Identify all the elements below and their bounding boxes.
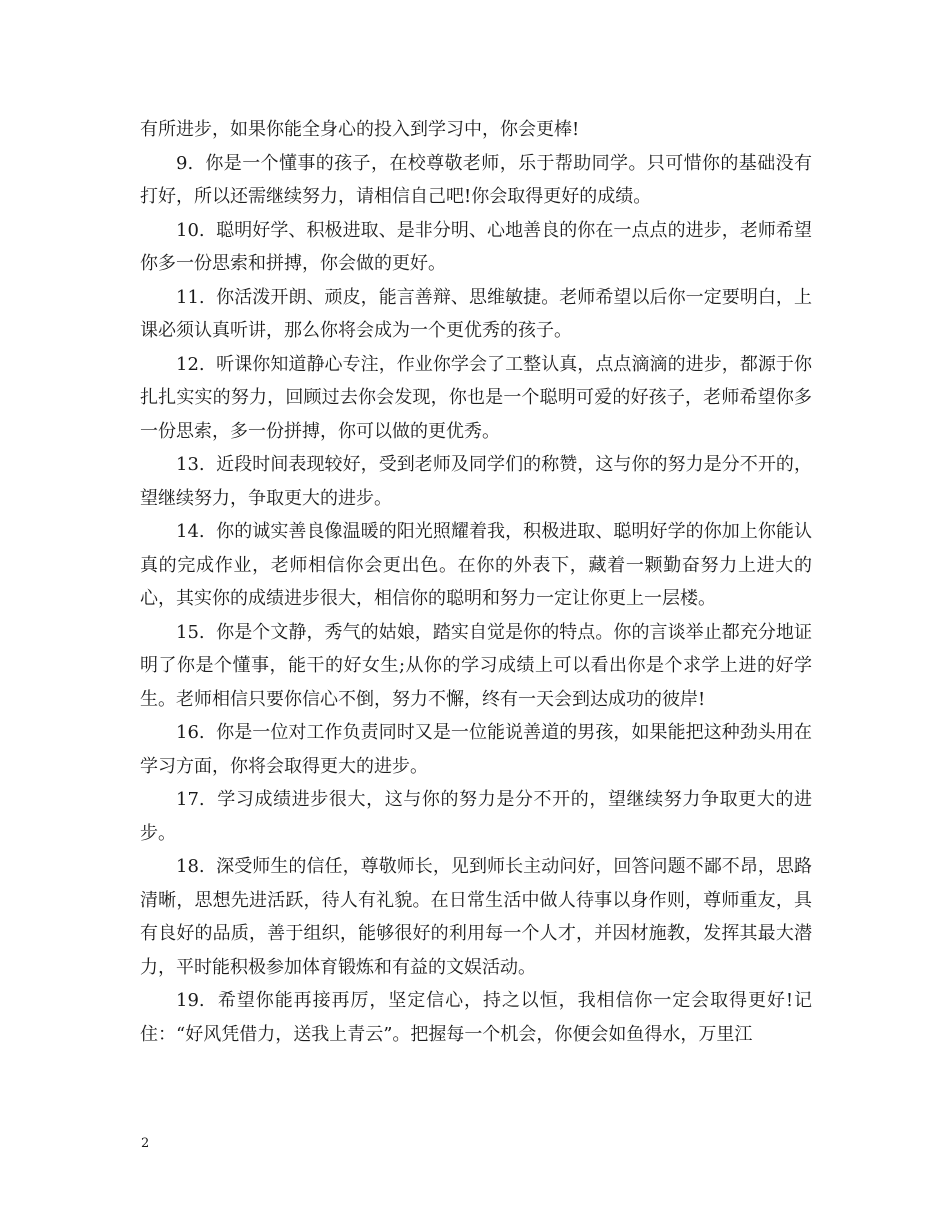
paragraph-item-17: 17. 学习成绩进步很大，这与你的努力是分不开的，望继续努力争取更大的进步。 [140, 789, 812, 844]
paragraph-item-9: 9. 你是一个懂事的孩子，在校尊敬老师，乐于帮助同学。只可惜你的基础没有打好，所以还需继续努力，请相信自己吧!你会取得更好的成绩。 [140, 152, 812, 207]
paragraph-item-16: 16. 你是一位对工作负责同时又是一位能说善道的男孩，如果能把这种劲头用在学习方面，你将会取得更大的进步。 [140, 722, 812, 777]
paragraph-item-15: 15. 你是个文静，秀气的姑娘，踏实自觉是你的特点。你的言谈举止都充分地证明了你是个懂事，能干的好女生;从你的学习成绩上可以看出你是个求学上进的好学生。老师相信只要你信心不倒，努力不懈，终有一天会到达成功的彼岸! [140, 621, 812, 710]
paragraph-continuation: 有所进步，如果你能全身心的投入到学习中，你会更棒! [140, 119, 580, 140]
paragraph-item-14: 14. 你的诚实善良像温暖的阳光照耀着我，积极进取、聪明好学的你加上你能认真的完成作业，老师相信你会更出色。在你的外表下，藏着一颗勤奋努力上进大的心，其实你的成绩进步很大，相信你的聪明和努力一定让你更上一层楼。 [140, 521, 812, 609]
page-number: 2 [141, 1136, 150, 1151]
paragraph-item-10: 10. 聪明好学、积极进取、是非分明、心地善良的你在一点点的进步，老师希望你多一份思索和拼搏，你会做的更好。 [140, 219, 812, 274]
document-body [140, 113, 812, 1051]
paragraph-item-19: 19. 希望你能再接再厉，坚定信心，持之以恒，我相信你一定会取得更好!记住：“好风凭借力，送我上青云”。把握每一个机会，你便会如鱼得水，万里江 [140, 990, 812, 1045]
paragraph-item-18: 18. 深受师生的信任，尊敬师长，见到师长主动问好，回答问题不鄙不昂，思路清晰，思想先进活跃，待人有礼貌。在日常生活中做人待事以身作则，尊师重友，具有良好的品质，善于组织，能够很好的利用每一个人才，并因材施教，发挥其最大潜力，平时能积极参加体育锻炼和有益的文娱活动。 [140, 856, 812, 978]
paragraph-item-13: 13. 近段时间表现较好，受到老师及同学们的称赞，这与你的努力是分不开的，望继续努力，争取更大的进步。 [140, 454, 812, 509]
paragraph-item-11: 11. 你活泼开朗、顽皮，能言善辩、思维敏捷。老师希望以后你一定要明白，上课必须认真听讲，那么你将会成为一个更优秀的孩子。 [140, 286, 812, 341]
paragraph-item-12: 12. 听课你知道静心专注，作业你学会了工整认真，点点滴滴的进步，都源于你扎扎实实的努力，回顾过去你会发现，你也是一个聪明可爱的好孩子，老师希望你多一份思索，多一份拼搏，你可以做的更优秀。 [140, 353, 812, 442]
